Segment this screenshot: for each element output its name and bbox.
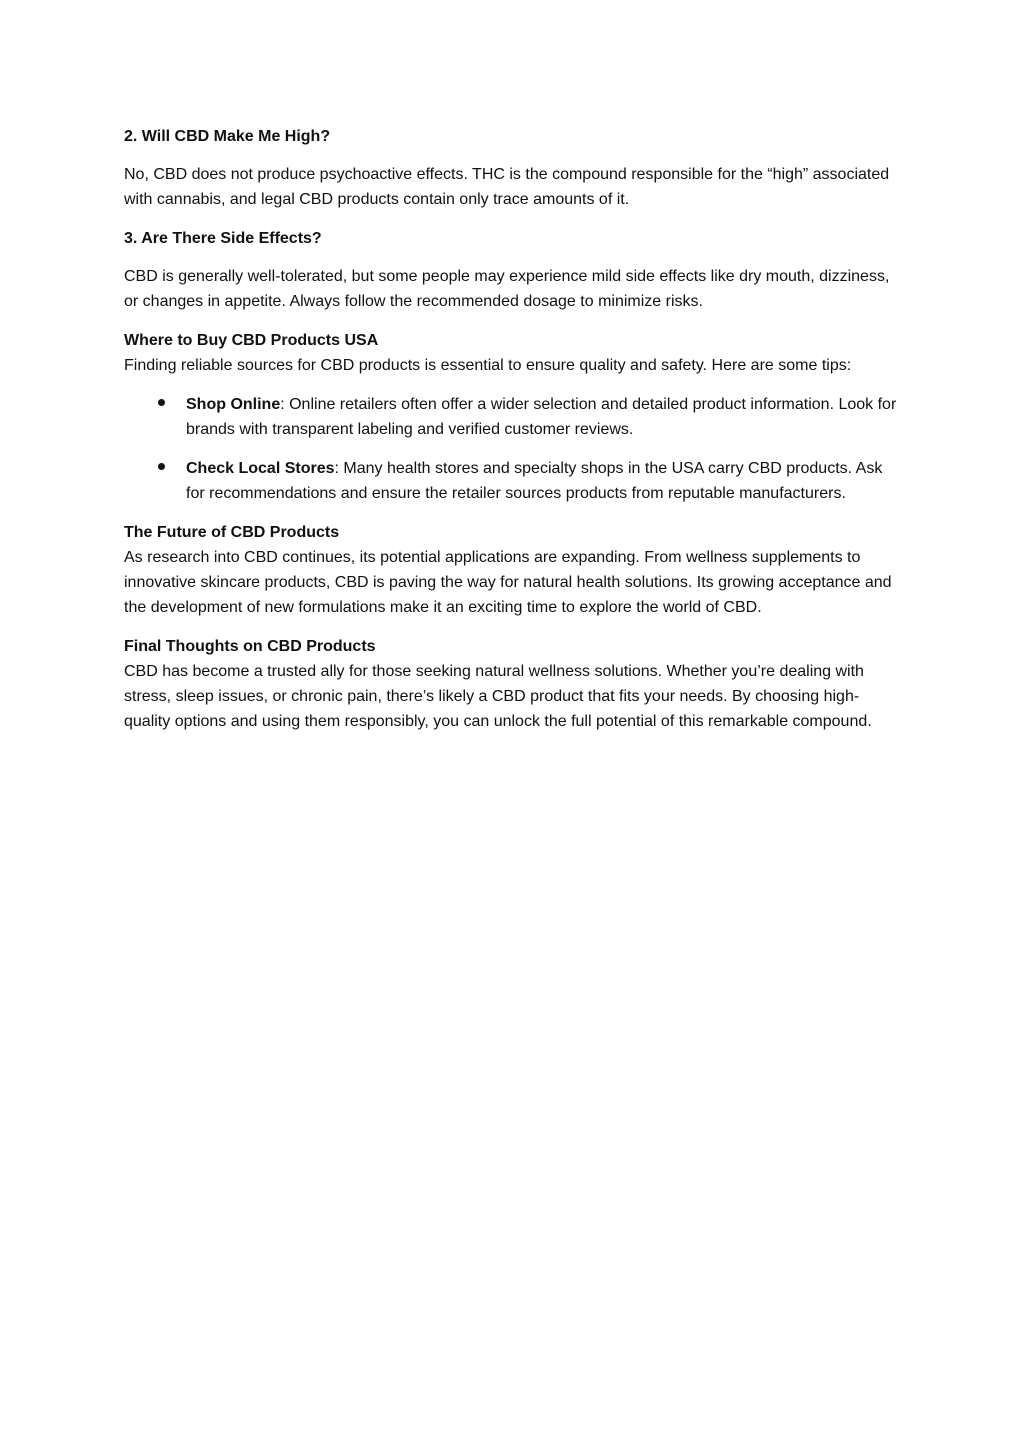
faq-section-side-effects bbox=[124, 226, 900, 314]
future-body: As research into CBD continues, its potential applications are expanding. From wellness supplements to innovative skincare products, CBD is paving the way for natural health solutions. Its growing acceptance and the development of new formulations make it an exciting time to explore the world of CBD. bbox=[124, 549, 892, 616]
faq-answer-side-effects: CBD is generally well-tolerated, but some people may experience mild side effects like dry mouth, dizziness, or changes in appetite. Always follow the recommended dosage to minimize risks. bbox=[124, 268, 890, 310]
tip-text: : Online retailers often offer a wider selection and detailed product information. Look for brands with transparent labeling and verified customer reviews. bbox=[186, 396, 897, 438]
tip-text: : Many health stores and specialty shops in the USA carry CBD products. Ask for recommendations and ensure the retailer sources products from reputable manufacturers. bbox=[186, 460, 883, 502]
where-to-buy-intro: Finding reliable sources for CBD products is essential to ensure quality and safety. Here are some tips: bbox=[124, 357, 852, 374]
where-to-buy-heading: Where to Buy CBD Products USA bbox=[124, 332, 379, 349]
faq-answer-high: No, CBD does not produce psychoactive effects. THC is the compound responsible for the “high” associated with cannabis, and legal CBD products contain only trace amounts of it. bbox=[124, 166, 890, 208]
final-thoughts-body: CBD has become a trusted ally for those seeking natural wellness solutions. Whether you’re dealing with stress, sleep issues, or chronic pain, there’s likely a CBD product that fits your needs. By choosing high-quality options and using them responsibly, you can unlock the full potential of this remarkable compound. bbox=[124, 663, 872, 730]
future-heading: The Future of CBD Products bbox=[124, 524, 340, 541]
tip-label: Shop Online bbox=[186, 396, 281, 413]
bullet-icon bbox=[156, 392, 166, 417]
list-item bbox=[124, 392, 900, 442]
list-item bbox=[124, 456, 900, 506]
final-thoughts-heading: Final Thoughts on CBD Products bbox=[124, 638, 376, 655]
bullet-icon bbox=[156, 456, 166, 481]
tips-list bbox=[124, 392, 900, 506]
document-page bbox=[124, 124, 900, 734]
faq-section-high bbox=[124, 124, 900, 212]
faq-heading-side-effects: 3. Are There Side Effects? bbox=[124, 230, 322, 247]
faq-heading-high: 2. Will CBD Make Me High? bbox=[124, 128, 331, 145]
tip-label: Check Local Stores bbox=[186, 460, 335, 477]
future-section bbox=[124, 520, 900, 620]
final-thoughts-section bbox=[124, 634, 900, 734]
where-to-buy-section bbox=[124, 328, 900, 506]
